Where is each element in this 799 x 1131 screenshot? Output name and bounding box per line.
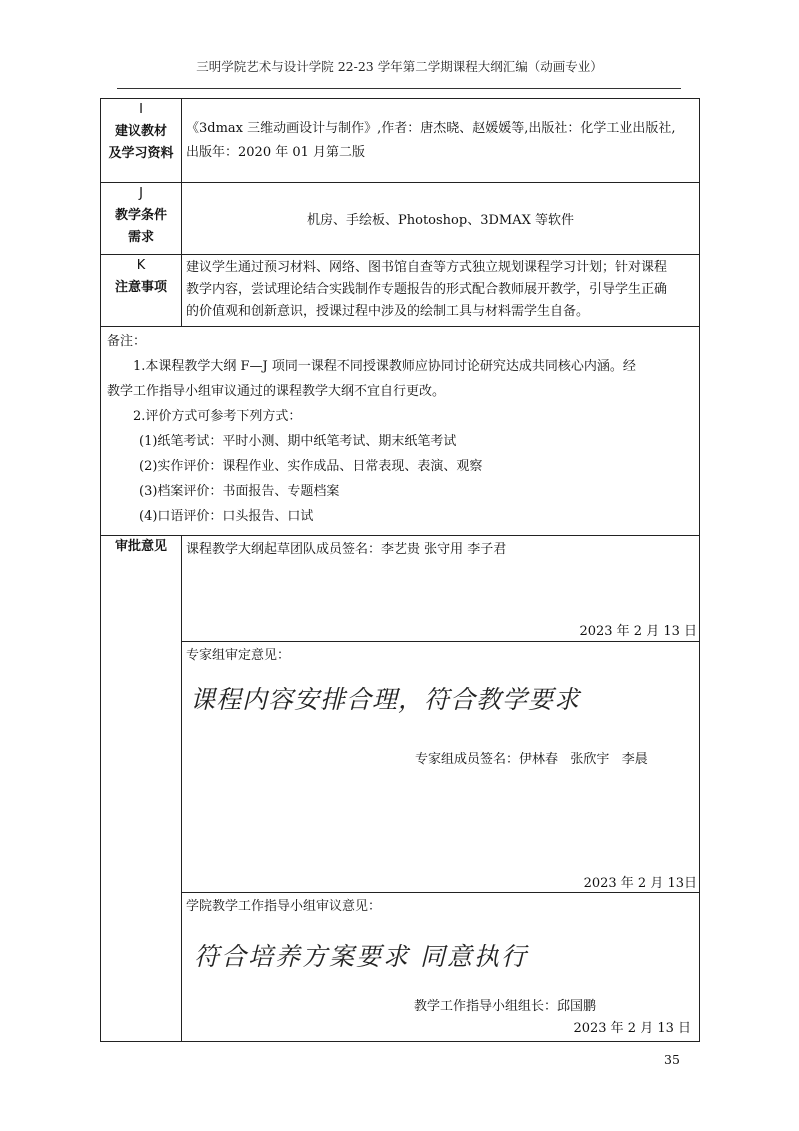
remarks-item2: 2.评价方式可参考下列方式： (133, 409, 302, 424)
row-college (101, 893, 700, 1042)
content-line: 的价值观和创新意识，授课过程中涉及的绘制工具与材料需学生自备。 (186, 304, 590, 319)
drafting-cell (182, 536, 700, 642)
row-expert (101, 642, 700, 893)
content-line: 《3dmax 三维动画设计与制作》,作者：唐杰晓、赵媛媛等,出版社：化学工业出版社, (186, 121, 676, 136)
content-conditions: 机房、手绘板、Photoshop、3DMAX 等软件 (182, 183, 700, 255)
content-line: 出版年：2020 年 01 月第二版 (186, 145, 366, 160)
college-handwritten-opinion (194, 933, 574, 975)
row-conditions (101, 183, 700, 255)
label-line: 建议教材 (114, 124, 167, 139)
drafting-title: 课程教学大纲起草团队成员签名：李艺贵 张守用 李子君 (186, 542, 507, 557)
remarks-item1-line1: 1.本课程教学大纲 F—J 项同一课程不同授课教师应协同讨论研究达成共同核心内涵。经 (133, 359, 636, 374)
syllabus-table (100, 98, 700, 1042)
row-letter: K (136, 258, 146, 273)
remarks-title: 备注： (107, 334, 147, 349)
content-line: 建议学生通过预习材料、网络、图书馆自查等方式独立规划课程学习计划；针对课程 (186, 260, 668, 275)
remarks-sub3: (3)档案评价：书面报告、专题档案 (139, 484, 340, 499)
college-handwritten-text: 符合培养方案要求 同意执行 (194, 942, 528, 971)
expert-title: 专家组审定意见： (186, 648, 291, 663)
expert-signers: 专家组成员签名：伊林春 张欣宇 李晨 (415, 752, 648, 767)
content-notes (182, 255, 700, 327)
page-number: 35 (664, 1052, 680, 1067)
header-rule (117, 88, 681, 89)
row-remarks (101, 327, 700, 536)
expert-date: 2023 年 2 月 13日 (583, 876, 697, 891)
remarks-sub4: (4)口语评价：口头报告、口试 (139, 509, 314, 524)
drafting-date: 2023 年 2 月 13 日 (579, 624, 697, 639)
label-line: 需求 (127, 230, 154, 245)
expert-cell (182, 642, 700, 893)
row-letter: J (139, 186, 143, 201)
label-conditions (101, 183, 182, 255)
college-leader: 教学工作指导小组组长：邱国鹏 (414, 999, 597, 1014)
page-header: 三明学院艺术与设计学院 22-23 学年第二学期课程大纲汇编（动画专业） (196, 59, 603, 74)
label-line: 教学条件 (114, 208, 167, 223)
label-textbook (101, 99, 182, 183)
row-textbook (101, 99, 700, 183)
remarks-sub2: (2)实作评价：课程作业、实作成品、日常表现、表演、观察 (139, 459, 483, 474)
remarks-sub1: (1)纸笔考试：平时小测、期中纸笔考试、期末纸笔考试 (139, 434, 457, 449)
expert-handwritten-text: 课程内容安排合理，符合教学要求 (190, 685, 581, 714)
remarks-cell (101, 327, 700, 536)
row-notes (101, 255, 700, 327)
label-line: 审批意见 (114, 539, 167, 554)
content-textbook (182, 99, 700, 183)
college-date: 2023 年 2 月 13 日 (573, 1021, 691, 1036)
college-cell (182, 893, 700, 1042)
college-title: 学院教学工作指导小组审议意见： (186, 899, 382, 914)
content-line: 教学内容，尝试理论结合实践制作专题报告的形式配合教师展开教学，引导学生正确 (186, 282, 668, 297)
remarks-item1-line2: 教学工作指导小组审议通过的课程教学大纲不宜自行更改。 (107, 384, 446, 399)
row-letter: I (139, 102, 143, 117)
label-line: 注意事项 (114, 280, 167, 295)
label-approval (101, 536, 182, 1042)
label-line: 及学习资料 (108, 146, 174, 161)
row-drafting (101, 536, 700, 642)
label-notes (101, 255, 182, 327)
expert-handwritten-opinion (190, 678, 590, 718)
